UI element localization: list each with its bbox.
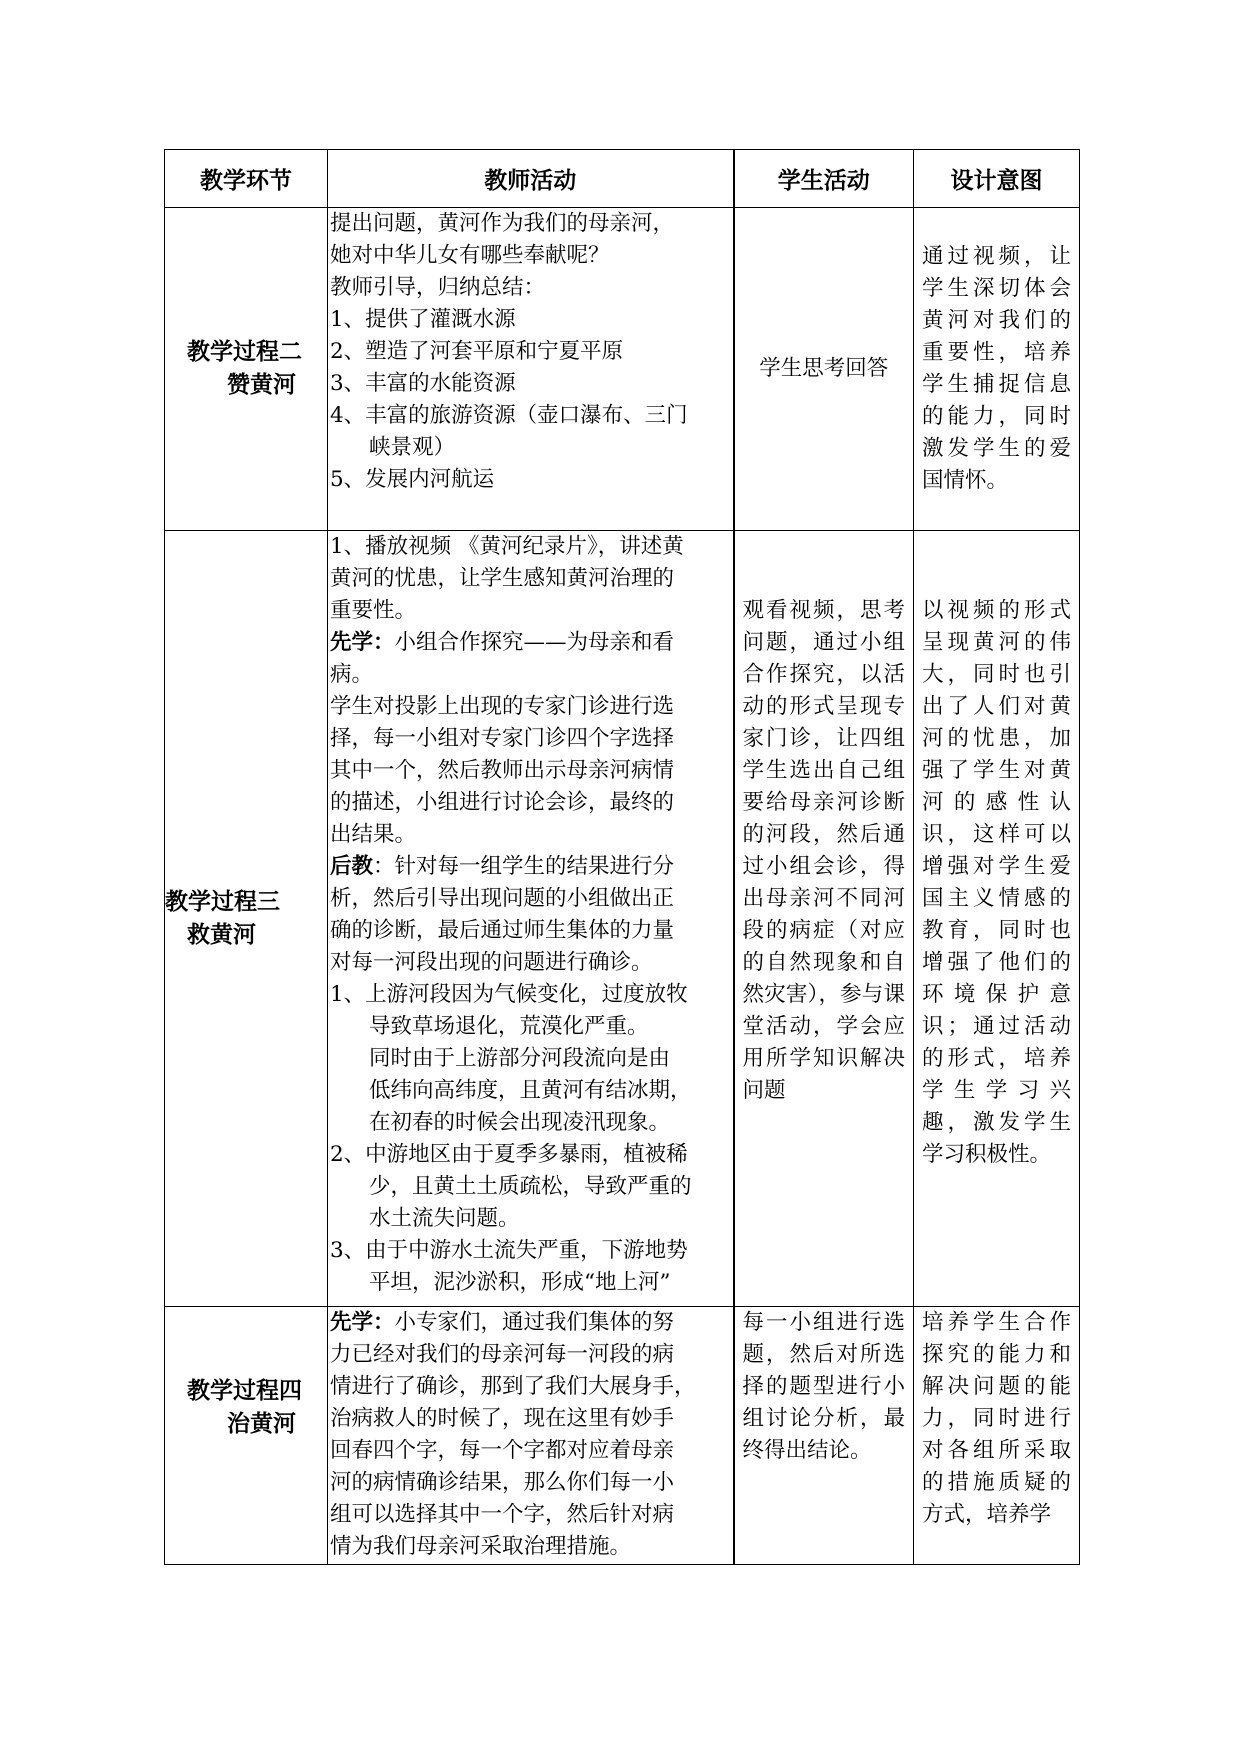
teacher-line: 情为我们母亲河采取治理措施。 (330, 1534, 632, 1559)
teacher-line: 教师引导，归纳总结： (330, 275, 546, 300)
teacher-line: 她对中华儿女有哪些奉献呢？ (330, 243, 610, 268)
teacher-line: 导致草场退化，荒漠化严重。 (369, 1014, 649, 1039)
teacher-line: 同时由于上游部分河段流向是由 (369, 1046, 671, 1071)
design-intent-text: 培养学生合作探究的能力和解决问题的能力，同时进行对各组所采取的措施质疑的方式，培养学 (922, 1310, 1071, 1527)
teacher-line: 少，且黄土土质疏松，导致严重的 (369, 1174, 692, 1199)
stage-title: 教学过程二 (187, 339, 302, 365)
header-teacher: 教师活动 (328, 150, 734, 208)
teacher-line: 在初春的时候会出现凌汛现象。 (369, 1110, 671, 1135)
student-activity-text: 观看视频，思考问题，通过小组合作探究，以活动的形式呈现专家门诊，让四组学生选出自己组要给母亲河诊断的河段，然后通过小组会诊，得出母亲河不同河段的病症（对应的自然现象和自然灾害），参与课堂活动，学会应用所学知识解决问题 (742, 598, 905, 1103)
teacher-line: 2、中游地区由于夏季多暴雨，植被稀 (330, 1142, 688, 1167)
stage-title: 教学过程四 (187, 1378, 302, 1404)
header-stage: 教学环节 (165, 150, 328, 208)
design-intent-cell (914, 531, 1080, 1307)
teacher-line: 平坦，泥沙淤积，形成“地上河” (369, 1270, 671, 1295)
teacher-line: 重要性。 (330, 598, 417, 623)
teacher-activity-cell (328, 531, 734, 1307)
student-activity-cell: 学生思考回答 (734, 208, 914, 531)
xianxue-label: 先学： (330, 1310, 395, 1335)
teacher-line: 河的病情确诊结果，那么你们每一小 (330, 1470, 675, 1495)
teacher-line: 的描述，小组进行讨论会诊，最终的 (330, 790, 675, 815)
table-row (165, 1307, 1080, 1565)
teacher-line: 5、发展内河航运 (330, 467, 495, 492)
header-student: 学生活动 (734, 150, 914, 208)
teacher-line: 4、丰富的旅游资源（壶口瀑布、三门 (330, 403, 688, 428)
teacher-line: 出结果。 (330, 822, 417, 847)
header-row (165, 150, 1080, 208)
teacher-line: 力已经对我们的母亲河每一河段的病 (330, 1342, 675, 1367)
teacher-line: 确的诊断，最后通过师生集体的力量 (330, 918, 675, 943)
student-activity-text: 每一小组进行选题，然后对所选择的题型进行小组讨论分析，最终得出结论。 (742, 1310, 905, 1463)
teacher-line: 病。 (330, 662, 374, 687)
teacher-line: 提出问题，黄河作为我们的母亲河， (330, 211, 675, 236)
header-design: 设计意图 (914, 150, 1080, 208)
teacher-line: 先学：小组合作探究——为母亲和看 (330, 630, 675, 655)
teacher-line: 析，然后引导出现问题的小组做出正 (330, 886, 675, 911)
design-intent-cell (914, 1307, 1080, 1565)
student-activity-cell (734, 531, 914, 1307)
houjiao-label: 后教 (330, 854, 374, 879)
stage-cell (165, 208, 328, 531)
teacher-line: 3、由于中游水土流失严重，下游地势 (330, 1238, 688, 1263)
teacher-line: 1、上游河段因为气候变化，过度放牧 (330, 982, 688, 1007)
lesson-plan-table (164, 149, 1080, 1565)
teacher-line: 2、塑造了河套平原和宁夏平原 (330, 339, 624, 364)
teacher-line: 1、提供了灌溉水源 (330, 307, 516, 332)
teacher-line: 对每一河段出现的问题进行确诊。 (330, 950, 653, 975)
stage-subtitle: 救黄河 (187, 921, 256, 948)
table-row (165, 531, 1080, 1307)
table-row (165, 208, 1080, 531)
stage-subtitle: 治黄河 (227, 1411, 296, 1437)
teacher-line: 其中一个，然后教师出示母亲河病情 (330, 758, 675, 783)
xianxue-label: 先学： (330, 630, 395, 655)
teacher-line: 学生对投影上出现的专家门诊进行选 (330, 694, 675, 719)
stage-subtitle: 赞黄河 (227, 372, 296, 398)
teacher-line: 回春四个字，每一个字都对应着母亲 (330, 1438, 675, 1463)
design-intent-text: 以视频的形式呈现黄河的伟大，同时也引出了人们对黄河的忧患，加强了学生对黄河的感性认识，这样可以增强对学生爱国主义情感的教育，同时也增强了他们的环境保护意识；通过活动的形式，培养学生学习兴趣，激发学生学习积极性。 (922, 598, 1071, 1167)
stage-cell (165, 531, 328, 1307)
stage-title: 教学过程三 (165, 888, 280, 915)
teacher-line: 组可以选择其中一个字，然后针对病 (330, 1502, 675, 1527)
teacher-line: 低纬向高纬度，且黄河有结冰期， (369, 1078, 692, 1103)
student-activity-cell (734, 1307, 914, 1565)
teacher-line: 3、丰富的水能资源 (330, 371, 516, 396)
teacher-line: 黄河的忧患，让学生感知黄河治理的 (330, 566, 675, 591)
teacher-line: 后教：针对每一组学生的结果进行分 (330, 854, 675, 879)
teacher-line: 择，每一小组对专家门诊四个字选择 (330, 726, 675, 751)
teacher-line: 1、播放视频 《黄河纪录片》，讲述黄 (330, 534, 684, 559)
teacher-activity-cell (328, 1307, 734, 1565)
teacher-line: 峡景观） (369, 435, 456, 460)
teacher-line: 情进行了确诊，那到了我们大展身手， (330, 1374, 696, 1399)
teacher-line: 水土流失问题。 (369, 1206, 520, 1231)
teacher-line: 治病救人的时候了，现在这里有妙手 (330, 1406, 675, 1431)
teacher-activity-cell (328, 208, 734, 531)
design-intent-cell: 通过视频，让学生深切体会黄河对我们的重要性，培养学生捕捉信息的能力，同时激发学生的爱国情怀。 (914, 208, 1080, 531)
teacher-line: 先学：小专家们，通过我们集体的努 (330, 1310, 675, 1335)
stage-cell (165, 1307, 328, 1565)
